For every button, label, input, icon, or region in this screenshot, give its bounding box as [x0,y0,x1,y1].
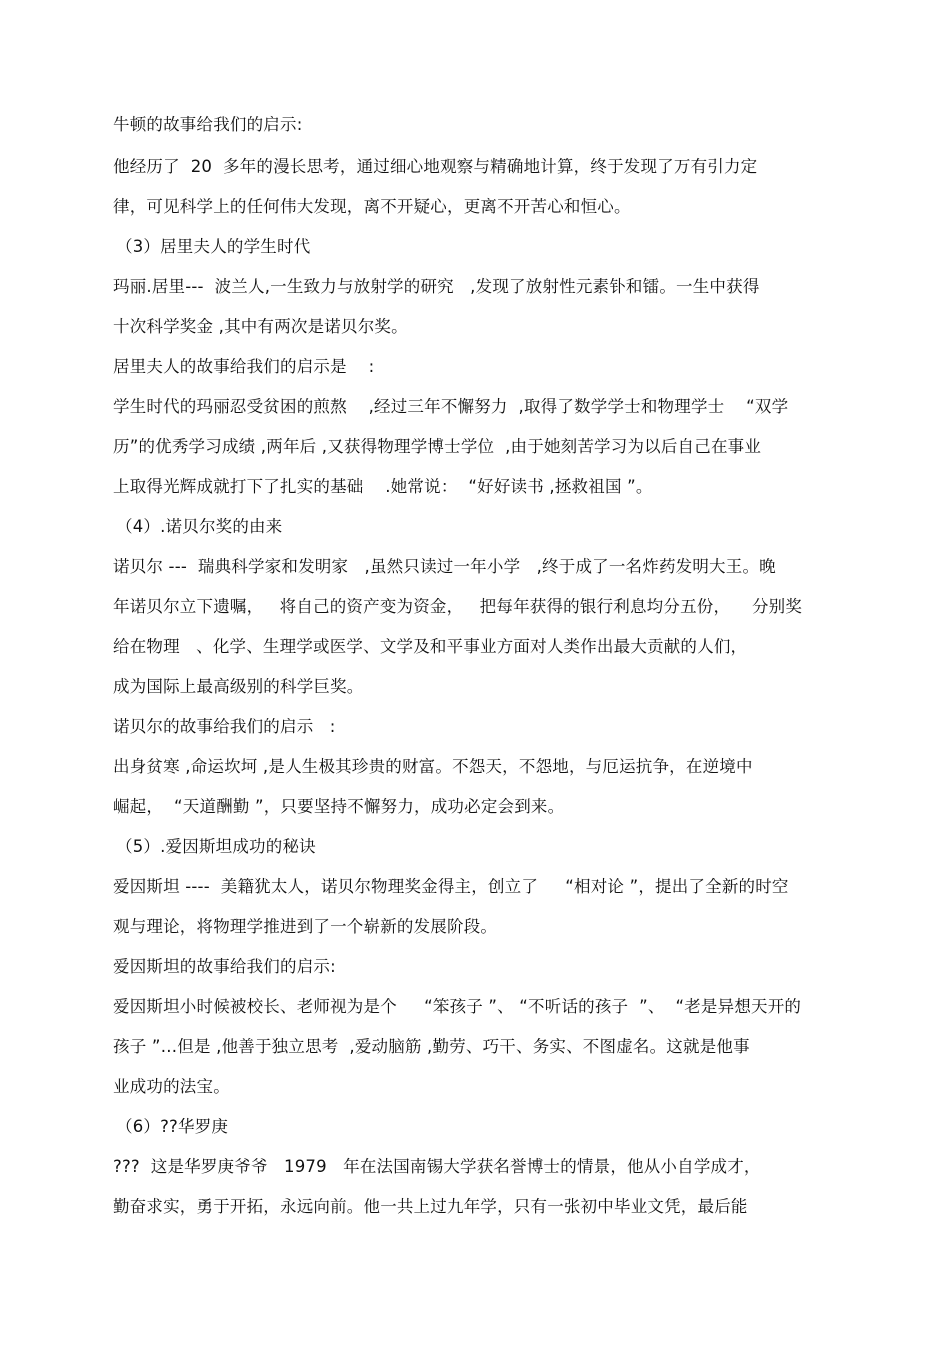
section-heading: （6）??华罗庚 [116,1117,229,1136]
section-heading: （3）居里夫人的学生时代 [116,237,311,256]
text-line: 爱因斯坦 ---- 美籍犹太人，诺贝尔物理奖金得主，创立了 “相对论 ”，提出了全新的时空 [113,877,789,896]
text-line: 历”的优秀学习成绩 ,两年后 ,又获得物理学博士学位 ,由于她刻苦学习为以后自己在事业 [113,437,762,456]
text-line: 爱因斯坦的故事给我们的启示: [113,957,336,976]
text-line: 诺贝尔 --- 瑞典科学家和发明家 ,虽然只读过一年小学 ,终于成了一名炸药发明大王。晚 [113,557,776,576]
section-heading: （4）.诺贝尔奖的由来 [116,517,283,536]
text-line: 律，可见科学上的任何伟大发现，离不开疑心，更离不开苦心和恒心。 [113,197,631,216]
text-line: 年诺贝尔立下遗嘱， 将自己的资产变为资金， 把每年获得的银行利息均分五份， 分别奖 [113,597,803,616]
text-line: 崛起， “天道酬勤 ”，只要坚持不懈努力，成功必定会到来。 [113,797,565,816]
text-line: 上取得光辉成就打下了扎实的基础 .她常说： “好好读书 ,拯救祖国 ”。 [113,477,653,496]
text-line: 给在物理 、化学、生理学或医学、文学及和平事业方面对人类作出最大贡献的人们， [113,637,748,656]
text-line: 十次科学奖金 ,其中有两次是诺贝尔奖。 [113,317,408,336]
text-line: 观与理论，将物理学推进到了一个崭新的发展阶段。 [113,917,498,936]
text-line: 业成功的法宝。 [113,1077,230,1096]
text-line: 居里夫人的故事给我们的启示是 : [113,357,375,376]
text-line: 诺贝尔的故事给我们的启示 : [113,717,336,736]
text-line: 勤奋求实，勇于开拓，永远向前。他一共上过九年学，只有一张初中毕业文凭，最后能 [113,1197,748,1216]
text-line: 出身贫寒 ,命运坎坷 ,是人生极其珍贵的财富。不怨天，不怨地，与厄运抗争，在逆境中 [113,757,753,776]
section-heading: （5）.爱因斯坦成功的秘诀 [116,837,316,856]
text-line: 孩子 ”…但是 ,他善于独立思考 ,爱动脑筋 ,勤劳、巧干、务实、不图虚名。这就是他事 [113,1037,750,1056]
text-line: 学生时代的玛丽忍受贫困的煎熬 ,经过三年不懈努力 ,取得了数学学士和物理学士 “双学 [113,397,789,416]
text-line: ??? 这是华罗庚爷爷 1979 年在法国南锡大学获名誉博士的情景，他从小自学成才， [113,1157,761,1176]
text-line: 成为国际上最高级别的科学巨奖。 [113,677,364,696]
text-line: 他经历了 20 多年的漫长思考，通过细心地观察与精确地计算，终于发现了万有引力定 [113,157,758,176]
text-line: 爱因斯坦小时候被校长、老师视为是个 “笨孩子 ”、 “不听话的孩子 ”、 “老是异想天开的 [113,997,802,1016]
text-line: 牛顿的故事给我们的启示: [113,115,303,134]
text-line: 玛丽.居里--- 波兰人,一生致力与放射学的研究 ,发现了放射性元素钋和镭。一生中获得 [113,277,760,296]
